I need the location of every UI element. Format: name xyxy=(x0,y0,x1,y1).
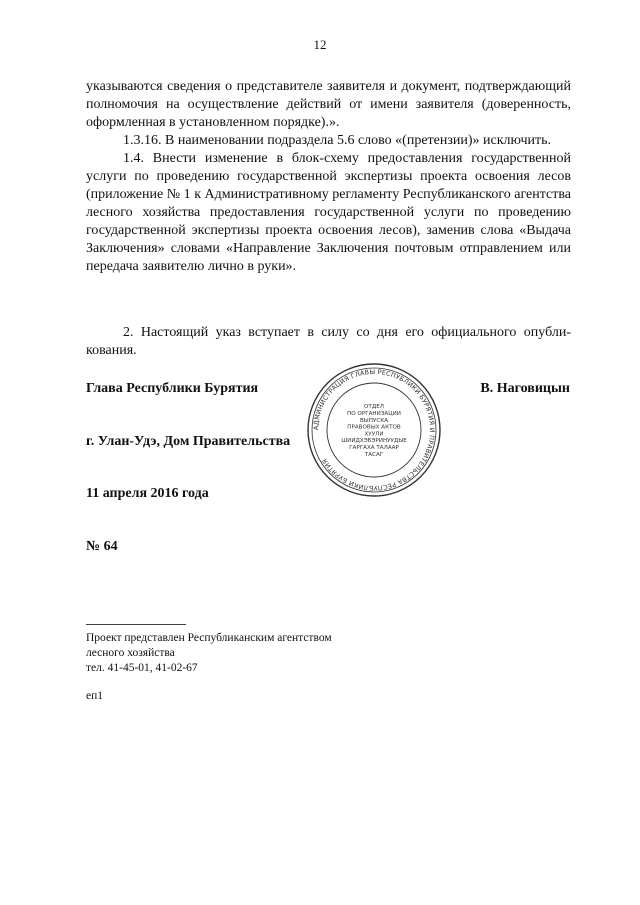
seal-inner-line: ГАРГАХА ТАЛААР xyxy=(349,445,399,451)
seal-outer-text: АДМИНИСТРАЦИЯ ГЛАВЫ РЕСПУБЛИКИ БУРЯТИЯ И ПРАВИТЕЛЬСТВА РЕСПУБЛИКИ БУРЯТИЯ xyxy=(311,367,437,493)
seal-inner-line: ХУУЛИ xyxy=(364,431,384,438)
seal-inner-line: ПО ОРГАНИЗАЦИИ xyxy=(347,411,401,417)
seal-inner-line: ТАСАГ xyxy=(364,451,384,458)
main-text-block xyxy=(86,78,571,276)
seal-inner-line: ШИИДХЭБЭРИНУУДЫЕ xyxy=(341,438,407,445)
seal-inner-line: ВЫПУСКА xyxy=(359,417,389,424)
footnote-phone: тел. 41-45-01, 41-02-67 xyxy=(86,662,198,674)
seal-inner-line: ПРАВОВЫХ АКТОВ xyxy=(347,424,401,431)
signing-date: 11 апреля 2016 года xyxy=(86,486,209,501)
effective-date-block xyxy=(86,324,571,360)
official-seal-stamp xyxy=(306,362,442,498)
decree-number: № 64 xyxy=(86,539,118,554)
footnote-separator xyxy=(86,624,186,625)
signing-place: г. Улан-Удэ, Дом Правительства xyxy=(86,434,291,449)
document-code: еп1 xyxy=(86,690,104,702)
paragraph-2: 2. Настоящий указ вступает в силу со дня его официального опубли-кования. xyxy=(86,325,571,358)
paragraph-1-3-16: 1.3.16. В наименовании подраздела 5.6 слово «(претензии)» исключить. xyxy=(123,133,551,148)
signer-name: В. Наговицын xyxy=(480,381,570,396)
seal-inner-line: ОТДЕЛ xyxy=(364,404,384,411)
seal-inner-text xyxy=(341,404,407,458)
footnote-line-1: Проект представлен Республиканским агентством xyxy=(86,632,332,644)
paragraph-1-4: 1.4. Внести изменение в блок-схему предоставления государственной услуги по проведению государственной экспертизы проекта освоения лесов (приложение № 1 к Административному регламенту Республиканского агентства лесного хозяйства предоставления государственной услуги по проведению государственной экспертизы проекта освоения лесов), заменив слова «Выдача Заключения» словами «Направление Заключения почтовым отправлением или передача заявителю лично в руки». xyxy=(86,151,571,274)
signer-title: Глава Республики Бурятия xyxy=(86,381,259,396)
footnote xyxy=(86,631,332,676)
page-number: 12 xyxy=(313,37,327,52)
paragraph-continuation: указываются сведения о представителе заявителя и документ, подтверждающий полномочия на осуществление действий от имени заявителя (доверенность, оформленная в установленном порядке).». xyxy=(86,79,571,130)
footnote-line-2: лесного хозяйства xyxy=(86,647,175,659)
